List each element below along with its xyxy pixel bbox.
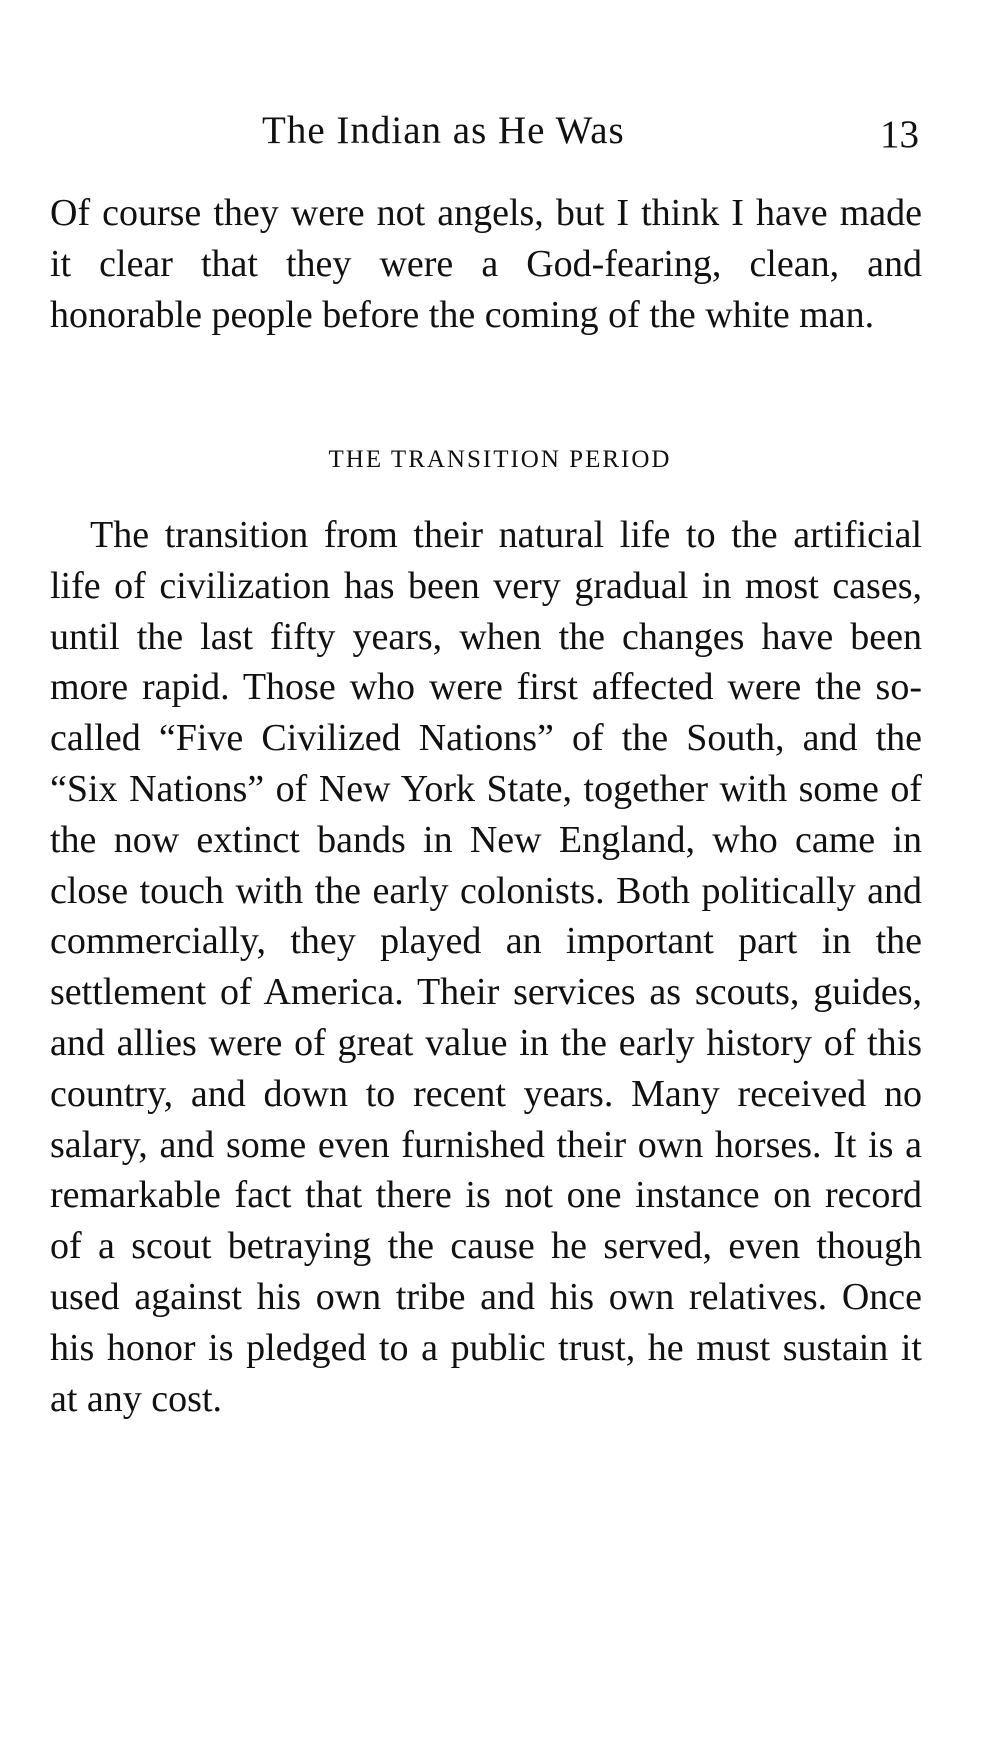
section-heading: THE TRANSITION PERIOD [328, 446, 672, 473]
page-number: 13 [880, 113, 919, 156]
opening-paragraph: Of course they were not angels, but I think I have made it clear that they were a God-fearing, clean, and honorable people before the coming of the white man. [50, 192, 922, 336]
running-head-title: The Indian as He Was [262, 109, 625, 152]
section-paragraph: The transition from their natural life to the artificial life of civilization has been very gradual in most cases, until the last fifty years, when the changes have been more rapid. Those who were first affected were the so-called “Five Civilized Nations” of the South, and the “Six Nations” of New York State, together with some of the now extinct bands in New England, who came in close touch with the early colonists. Both politically and commercially, they played an important part in the settlement of America. Their services as scouts, guides, and allies were of great value in the early history of this country, and down to recent years. Many received no salary, and some even furnished their own horses. It is a remarkable fact that there is not one instance on record of a scout betraying the cause he served, even though used against his own tribe and his own relatives. Once his honor is pledged to a public trust, he must sustain it at any cost. [50, 514, 922, 1420]
